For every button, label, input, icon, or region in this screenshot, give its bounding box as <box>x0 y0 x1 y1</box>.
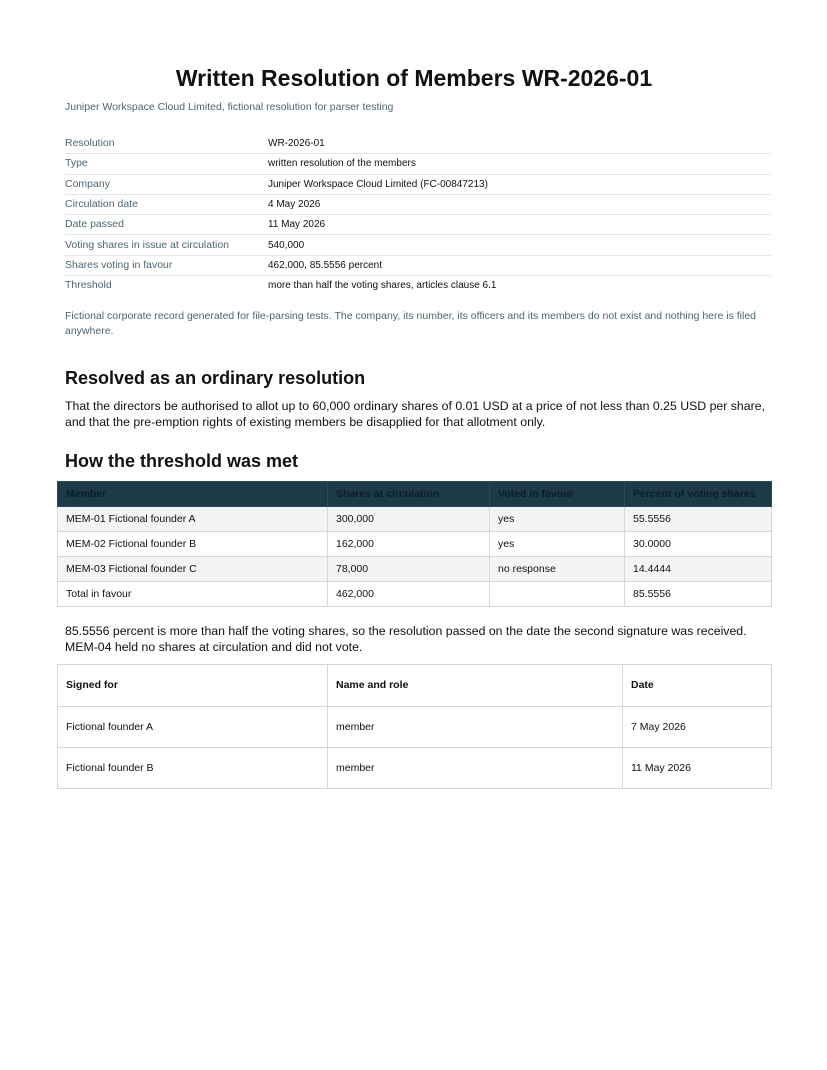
date-cell: 7 May 2026 <box>623 707 772 748</box>
details-row <box>65 255 771 275</box>
table-row <box>58 507 772 532</box>
resolution-details-table <box>65 134 771 295</box>
table-row <box>58 557 772 582</box>
percent-cell: 85.5556 <box>625 582 772 607</box>
total-row <box>58 582 772 607</box>
details-label: Resolution <box>65 134 268 154</box>
member-cell: MEM-03 Fictional founder C <box>58 557 328 582</box>
member-cell: Total in favour <box>58 582 328 607</box>
details-value: Juniper Workspace Cloud Limited (FC-00847213) <box>268 174 771 194</box>
name-role-cell: member <box>328 748 623 789</box>
member-cell: MEM-02 Fictional founder B <box>58 532 328 557</box>
percent-cell: 14.4444 <box>625 557 772 582</box>
details-value: 540,000 <box>268 235 771 255</box>
column-header: Percent of voting shares <box>625 482 772 507</box>
resolved-heading: Resolved as an ordinary resolution <box>65 368 366 388</box>
shares-cell: 300,000 <box>328 507 490 532</box>
details-row <box>65 215 771 235</box>
details-row <box>65 154 771 174</box>
column-header: Date <box>623 665 772 707</box>
votes-table <box>57 481 772 607</box>
details-row <box>65 235 771 255</box>
details-row <box>65 276 771 296</box>
details-row <box>65 194 771 214</box>
column-header: Shares at circulation <box>328 482 490 507</box>
column-header: Voted in favour <box>490 482 625 507</box>
details-row <box>65 134 771 154</box>
vote-cell: yes <box>490 532 625 557</box>
page-title: Written Resolution of Members WR-2026-01 <box>175 65 653 91</box>
disclaimer-note: Fictional corporate record generated for file-parsing tests. The company, its number, its officers and its members do not exist and nothing here is filed anywhere. <box>65 310 757 337</box>
details-value: more than half the voting shares, articles clause 6.1 <box>268 280 497 292</box>
threshold-summary: 85.5556 percent is more than half the voting shares, so the resolution passed on the date the second signature was received. MEM-04 held no shares at circulation and did not vote. <box>65 624 747 654</box>
vote-cell <box>490 582 625 607</box>
signatures-header-row <box>58 665 772 707</box>
signed-for-cell: Fictional founder B <box>58 748 328 789</box>
member-cell: MEM-01 Fictional founder A <box>58 507 328 532</box>
vote-cell: no response <box>490 557 625 582</box>
details-label: Threshold <box>65 279 112 292</box>
page-subtitle: Juniper Workspace Cloud Limited, fictional resolution for parser testing <box>65 101 394 113</box>
name-role-cell: member <box>328 707 623 748</box>
votes-header-row <box>58 482 772 507</box>
column-header: Signed for <box>58 665 328 707</box>
details-value: 11 May 2026 <box>268 215 771 235</box>
column-header: Member <box>58 482 328 507</box>
signature-row <box>58 748 772 789</box>
threshold-heading: How the threshold was met <box>65 451 299 471</box>
shares-cell: 462,000 <box>328 582 490 607</box>
details-label: Voting shares in issue at circulation <box>65 235 268 255</box>
shares-cell: 162,000 <box>328 532 490 557</box>
details-value: 462,000, 85.5556 percent <box>268 255 771 275</box>
details-label: Shares voting in favour <box>65 255 268 275</box>
resolution-text: That the directors be authorised to allot up to 60,000 ordinary shares of 0.01 USD at a price of not less than 0.25 USD per share, and that the pre-emption rights of existing members be disapplied for that allotment only. <box>65 399 765 429</box>
table-row <box>58 532 772 557</box>
details-row <box>65 174 771 194</box>
details-label: Company <box>65 174 268 194</box>
percent-cell: 55.5556 <box>625 507 772 532</box>
date-cell: 11 May 2026 <box>623 748 772 789</box>
percent-cell: 30.0000 <box>625 532 772 557</box>
signatures-table <box>57 664 772 789</box>
details-label: Circulation date <box>65 194 268 214</box>
signed-for-cell: Fictional founder A <box>58 707 328 748</box>
vote-cell: yes <box>490 507 625 532</box>
details-value: WR-2026-01 <box>268 134 771 154</box>
details-value: written resolution of the members <box>268 154 771 174</box>
details-value: 4 May 2026 <box>268 194 771 214</box>
details-label: Date passed <box>65 215 268 235</box>
signature-row <box>58 707 772 748</box>
column-header: Name and role <box>328 665 623 707</box>
shares-cell: 78,000 <box>328 557 490 582</box>
details-label: Type <box>65 154 268 174</box>
